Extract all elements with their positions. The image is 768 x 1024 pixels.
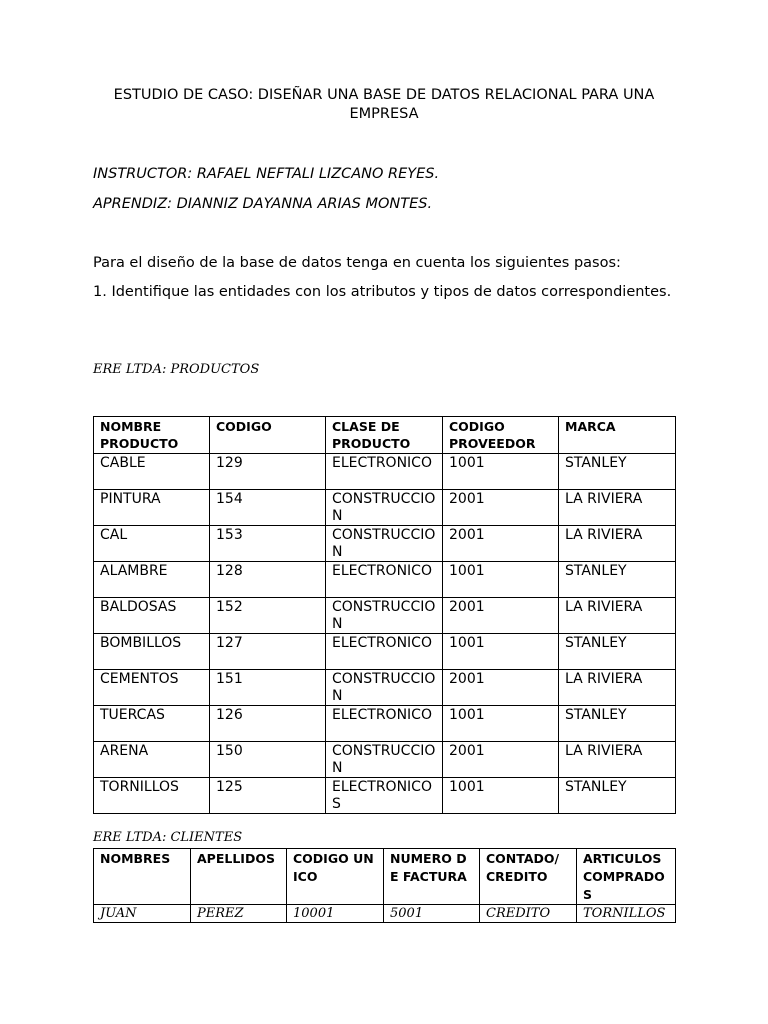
table-cell: 5001 [384,905,480,923]
table-cell: LA RIVIERA [559,670,676,706]
column-header: CLASE DE PRODUCTO [326,417,443,454]
table-cell: ELECTRONICO [326,634,443,670]
table-cell: 129 [210,454,326,490]
table-cell: 1001 [443,706,559,742]
table-cell: TORNILLOS [577,905,676,923]
table-cell: 1001 [443,634,559,670]
column-header: APELLIDOS [191,849,287,905]
table-cell: BALDOSAS [94,598,210,634]
column-header: ARTICULOS COMPRADOS [577,849,676,905]
table-cell: 1001 [443,454,559,490]
table-cell: LA RIVIERA [559,490,676,526]
table-cell: ELECTRONICO [326,454,443,490]
table-cell: CONSTRUCCION [326,742,443,778]
table-cell: BOMBILLOS [94,634,210,670]
column-header: NOMBRE PRODUCTO [94,417,210,454]
table-cell: STANLEY [559,454,676,490]
table-cell: JUAN [94,905,191,923]
table-cell: 125 [210,778,326,814]
table-cell: STANLEY [559,634,676,670]
column-header: NUMERO DE FACTURA [384,849,480,905]
table-cell: STANLEY [559,706,676,742]
table-cell: 126 [210,706,326,742]
column-header: CODIGO PROVEEDOR [443,417,559,454]
table-cell: 151 [210,670,326,706]
table-row [94,706,676,742]
aprendiz-line: APRENDIZ: DIANNIZ DAYANNA ARIAS MONTES. [93,196,433,212]
table-cell: PINTURA [94,490,210,526]
table-cell: CONSTRUCCION [326,490,443,526]
table-row [94,526,676,562]
clients-caption: ERE LTDA: CLIENTES [93,830,243,845]
products-caption: ERE LTDA: PRODUCTOS [93,362,260,377]
table-cell: 10001 [287,905,384,923]
table-cell: 1001 [443,778,559,814]
table-cell: CONSTRUCCION [326,670,443,706]
products-header-row [94,417,676,454]
table-cell: CONSTRUCCION [326,598,443,634]
table-row [94,454,676,490]
table-row [94,490,676,526]
table-cell: TORNILLOS [94,778,210,814]
table-cell: 2001 [443,670,559,706]
instructor-line: INSTRUCTOR: RAFAEL NEFTALI LIZCANO REYES. [93,166,440,182]
table-cell: 2001 [443,526,559,562]
table-cell: STANLEY [559,778,676,814]
column-header: CODIGO [210,417,326,454]
table-cell: LA RIVIERA [559,598,676,634]
table-cell: ELECTRONICO [326,562,443,598]
table-cell: 154 [210,490,326,526]
table-cell: CREDITO [480,905,577,923]
table-row [94,598,676,634]
table-cell: 2001 [443,598,559,634]
table-cell: 1001 [443,562,559,598]
products-table [93,416,676,814]
clients-header-row [94,849,676,905]
column-header: CODIGO UNICO [287,849,384,905]
table-cell: 127 [210,634,326,670]
table-cell: CAL [94,526,210,562]
table-cell: PEREZ [191,905,287,923]
column-header: MARCA [559,417,676,454]
document-title: ESTUDIO DE CASO: DISEÑAR UNA BASE DE DATOS RELACIONAL PARA UNA EMPRESA [113,87,655,122]
table-row [94,742,676,778]
table-cell: CONSTRUCCION [326,526,443,562]
table-cell: LA RIVIERA [559,742,676,778]
table-cell: CABLE [94,454,210,490]
table-cell: CEMENTOS [94,670,210,706]
table-cell: 2001 [443,490,559,526]
table-cell: ELECTRONICOS [326,778,443,814]
table-row [94,778,676,814]
table-cell: 128 [210,562,326,598]
table-row [94,670,676,706]
column-header: CONTADO/ CREDITO [480,849,577,905]
table-cell: STANLEY [559,562,676,598]
intro-paragraph: Para el diseño de la base de datos tenga en cuenta los siguientes pasos: [93,255,621,271]
column-header: NOMBRES [94,849,191,905]
table-cell: ARENA [94,742,210,778]
table-cell: 152 [210,598,326,634]
table-cell: LA RIVIERA [559,526,676,562]
clients-table [93,848,676,923]
table-cell: 150 [210,742,326,778]
table-cell: 153 [210,526,326,562]
table-cell: TUERCAS [94,706,210,742]
table-row [94,634,676,670]
table-cell: ELECTRONICO [326,706,443,742]
step-1-paragraph: 1. Identifique las entidades con los atributos y tipos de datos correspondientes. [93,284,672,300]
table-row [94,905,676,923]
table-row [94,562,676,598]
table-cell: ALAMBRE [94,562,210,598]
table-cell: 2001 [443,742,559,778]
